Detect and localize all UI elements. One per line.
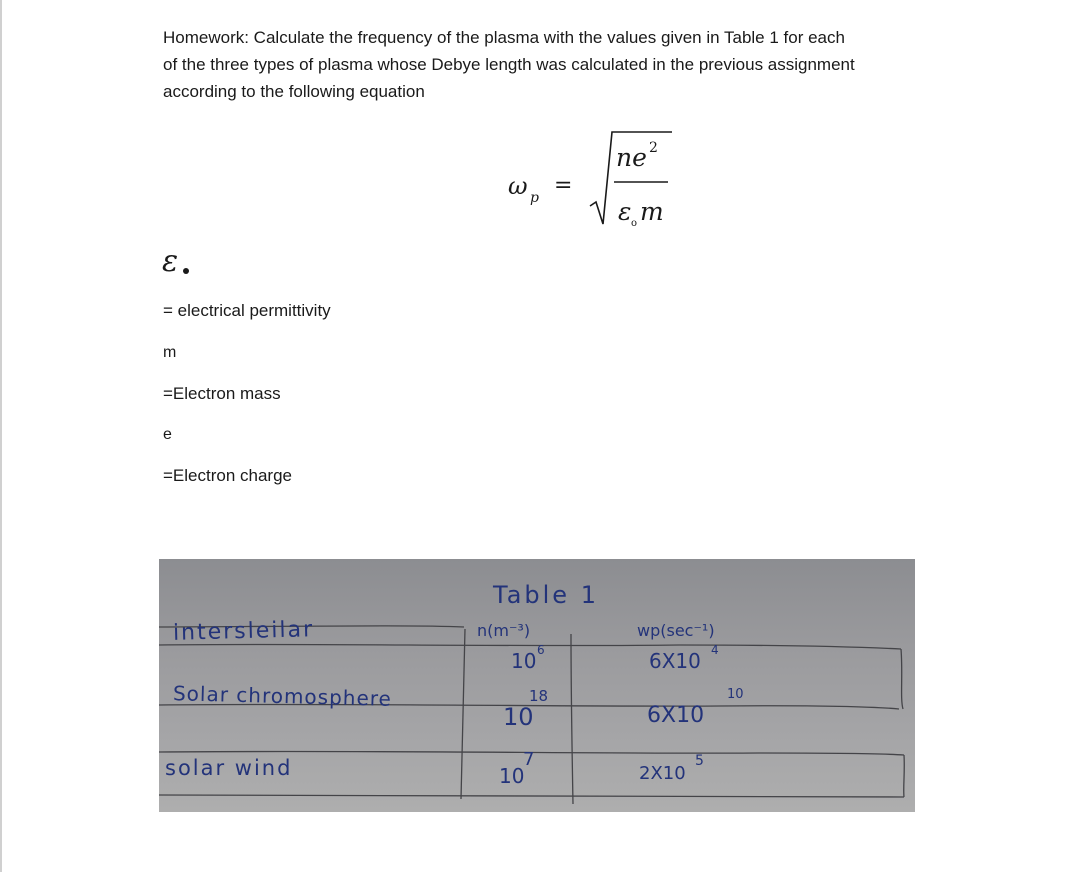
equation-mass: m (640, 197, 664, 226)
equation-epsilon-subscript: o (631, 218, 638, 228)
e-symbol: e (163, 426, 172, 443)
density-value-chromosphere: 10 (503, 703, 534, 731)
intro-line-3: according to the following equation (163, 82, 425, 101)
column-header-frequency: wp(sec⁻¹) (637, 621, 715, 640)
equation-omega-subscript: p (530, 190, 539, 206)
equation-equals: = (554, 173, 573, 198)
equation-numerator-exponent: 2 (649, 140, 658, 156)
density-exponent-chromosphere: 18 (529, 687, 549, 705)
equation-epsilon: ε (618, 197, 632, 226)
frequency-exponent-solar-wind: 5 (695, 753, 704, 769)
equation-graphic (500, 128, 700, 228)
density-exponent-solar-wind: 7 (523, 749, 535, 770)
homework-intro (163, 24, 923, 105)
column-header-density: n(m⁻³) (477, 621, 531, 640)
m-definition: =Electron mass (163, 384, 281, 403)
table-title: Table 1 (493, 581, 599, 609)
intro-line-1: Homework: Calculate the frequency of the plasma with the values given in Table 1 for each (163, 28, 845, 47)
density-value-solar-wind: 10 (499, 764, 525, 788)
intro-line-2: of the three types of plasma whose Debye length was calculated in the previous assignment (163, 55, 855, 74)
frequency-exponent-chromosphere: 10 (727, 687, 744, 702)
frequency-value-solar-wind: 2X10 (639, 763, 686, 784)
density-exponent-interstellar: 6 (537, 643, 545, 657)
frequency-value-chromosphere: 6X10 (647, 703, 705, 728)
epsilon-subscript-dot (183, 268, 189, 274)
frequency-value-interstellar: 6X10 (649, 649, 701, 673)
frequency-exponent-interstellar: 4 (711, 643, 719, 657)
equation-numerator: ne (616, 143, 647, 172)
density-value-interstellar: 10 (511, 649, 537, 673)
row-name-solar-chromosphere: Solar chromosphere (172, 681, 393, 711)
page-left-border (0, 0, 2, 872)
row-name-interstellar: intersleilar (172, 617, 315, 646)
epsilon-symbol: ε (162, 244, 179, 279)
plasma-frequency-equation (500, 128, 700, 228)
e-definition: =Electron charge (163, 466, 292, 485)
m-symbol: m (163, 344, 177, 361)
row-name-solar-wind: solar wind (165, 756, 293, 780)
epsilon-definition: = electrical permittivity (163, 301, 331, 320)
handwritten-table-photo (159, 559, 915, 812)
equation-omega: ω (508, 172, 528, 200)
